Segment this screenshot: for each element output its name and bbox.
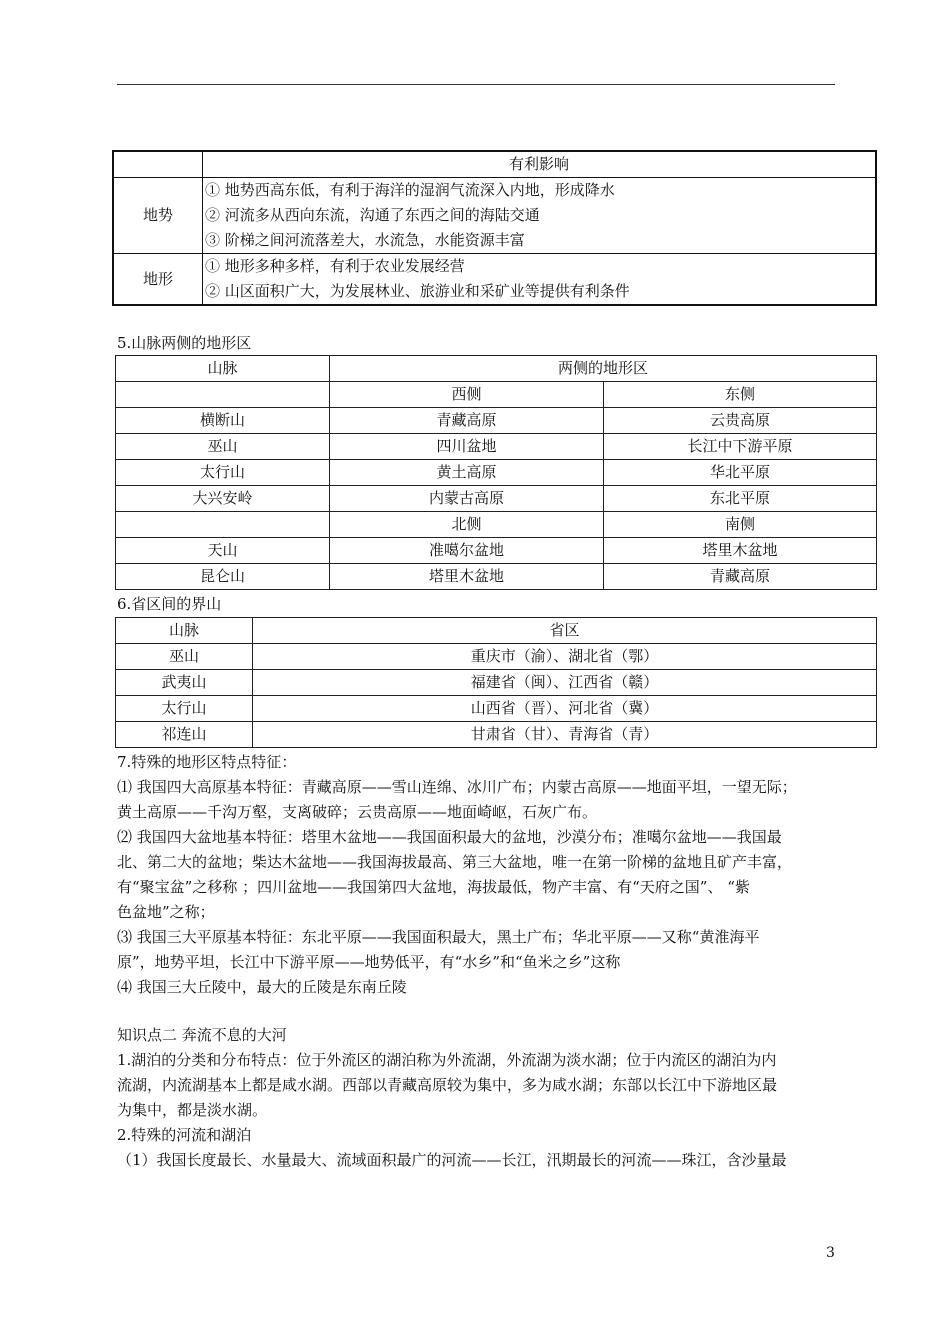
- row-label-landform: 地形: [113, 254, 203, 306]
- paragraph-line: 北、第二大的盆地；柴达木盆地——我国海拔最高、第三大盆地，唯一在第一阶梯的盆地且矿产丰富，: [117, 853, 793, 871]
- table-row: [116, 564, 877, 590]
- paragraph-line: （1）我国长度最长、水量最大、流域面积最广的河流——长江，汛期最长的河流——珠江，含沙量最: [117, 1151, 787, 1169]
- mountain-cell: 太行山: [116, 696, 253, 722]
- header-rule: [117, 84, 835, 85]
- table-row: [116, 722, 877, 748]
- boundary-mountains-table: [115, 617, 877, 748]
- paragraph-line: 有“聚宝盆”之移称 ；四川盆地——我国第四大盆地，海拔最低，物产丰富、有“天府之国”、 “紫: [117, 878, 750, 896]
- mountain-cell: 祁连山: [116, 722, 253, 748]
- mountain-cell: 昆仑山: [116, 564, 330, 590]
- paragraph-line: ⑷ 我国三大丘陵中，最大的丘陵是东南丘陵: [117, 978, 407, 996]
- table-row: [116, 460, 877, 486]
- subheader-north: 北侧: [330, 512, 604, 538]
- mountain-cell: 大兴安岭: [116, 486, 330, 512]
- table-row: [116, 538, 877, 564]
- terrain-trend-impacts: [203, 178, 877, 254]
- table-cell-empty: [116, 382, 330, 408]
- region-cell: 内蒙古高原: [330, 486, 604, 512]
- list-item: ③ 阶梯之间河流落差大，水流急，水能资源丰富: [205, 231, 525, 249]
- knowledge-2-title: 知识点二 奔流不息的大河: [117, 1026, 287, 1044]
- paragraph-line: 色盆地”之称；: [117, 903, 215, 921]
- mountain-cell: 巫山: [116, 434, 330, 460]
- paragraph-line: 为集中，都是淡水湖。: [117, 1101, 268, 1119]
- table-header-impact: 有利影响: [203, 151, 877, 178]
- paragraph-line: 黄土高原——千沟万壑，支离破碎；云贵高原——地面崎岖，石灰广布。: [117, 803, 598, 821]
- region-cell: 长江中下游平原: [604, 434, 877, 460]
- table-row: [116, 434, 877, 460]
- region-cell: 塔里木盆地: [604, 538, 877, 564]
- subheader-east: 东侧: [604, 382, 877, 408]
- paragraph-line: ⑵ 我国四大盆地基本特征：塔里木盆地——我国面积最大的盆地，沙漠分布；准噶尔盆地——我国最: [117, 828, 782, 846]
- table-row: [116, 486, 877, 512]
- region-cell: 塔里木盆地: [330, 564, 604, 590]
- row-label-terrain-trend: 地势: [113, 178, 203, 254]
- table-row: [116, 644, 877, 670]
- table-cell-empty: [116, 512, 330, 538]
- mountain-cell: 巫山: [116, 644, 253, 670]
- favorable-impact-table: [112, 150, 877, 306]
- table-cell-empty: [113, 151, 203, 178]
- mountain-sides-table: [115, 355, 877, 590]
- paragraph-line: ⑶ 我国三大平原基本特征：东北平原——我国面积最大，黑土广布；华北平原——又称“黄淮海平: [117, 928, 760, 946]
- region-cell: 青藏高原: [604, 564, 877, 590]
- subheader-west: 西侧: [330, 382, 604, 408]
- header-mountain: 山脉: [116, 618, 253, 644]
- section-5-title: 5.山脉两侧的地形区: [117, 334, 252, 352]
- province-cell: 甘肃省（甘）、青海省（青）: [253, 722, 877, 748]
- header-province: 省区: [253, 618, 877, 644]
- region-cell: 准噶尔盆地: [330, 538, 604, 564]
- paragraph-line: 原”，地势平坦，长江中下游平原——地势低平，有“水乡”和“鱼米之乡”这称: [117, 953, 621, 971]
- region-cell: 黄土高原: [330, 460, 604, 486]
- province-cell: 福建省（闽）、江西省（赣）: [253, 670, 877, 696]
- mountain-cell: 太行山: [116, 460, 330, 486]
- subheader-south: 南侧: [604, 512, 877, 538]
- list-item: ① 地形多种多样，有利于农业发展经营: [205, 257, 465, 275]
- list-item: ② 河流多从西向东流，沟通了东西之间的海陆交通: [205, 206, 540, 224]
- table-row: [116, 670, 877, 696]
- mountain-cell: 武夷山: [116, 670, 253, 696]
- header-regions: 两侧的地形区: [330, 356, 877, 382]
- region-cell: 青藏高原: [330, 408, 604, 434]
- mountain-cell: 横断山: [116, 408, 330, 434]
- region-cell: 华北平原: [604, 460, 877, 486]
- knowledge-point-2: [117, 1023, 837, 1173]
- section-6-title: 6.省区间的界山: [117, 595, 222, 613]
- region-cell: 四川盆地: [330, 434, 604, 460]
- paragraph-line: 流湖，内流湖基本上都是咸水湖。西部以青藏高原较为集中，多为咸水湖；东部以长江中下游地区最: [117, 1076, 778, 1094]
- item-2-title: 2.特殊的河流和湖泊: [117, 1126, 252, 1144]
- region-cell: 云贵高原: [604, 408, 877, 434]
- section-7: [117, 750, 837, 1000]
- table-row: [116, 696, 877, 722]
- table-row: [116, 408, 877, 434]
- region-cell: 东北平原: [604, 486, 877, 512]
- landform-impacts: [203, 254, 877, 306]
- paragraph-line: 1.湖泊的分类和分布特点：位于外流区的湖泊称为外流湖，外流湖为淡水湖；位于内流区的湖泊为内: [117, 1051, 777, 1069]
- province-cell: 山西省（晋）、河北省（冀）: [253, 696, 877, 722]
- list-item: ② 山区面积广大，为发展林业、旅游业和采矿业等提供有利条件: [205, 282, 630, 300]
- list-item: ① 地势西高东低，有利于海洋的湿润气流深入内地，形成降水: [205, 181, 615, 199]
- mountain-cell: 天山: [116, 538, 330, 564]
- header-mountain: 山脉: [116, 356, 330, 382]
- paragraph-line: ⑴ 我国四大高原基本特征：青藏高原——雪山连绵、冰川广布；内蒙古高原——地面平坦，一望无际；: [117, 778, 797, 796]
- province-cell: 重庆市（渝）、湖北省（鄂）: [253, 644, 877, 670]
- section-7-title: 7.特殊的地形区特点特征：: [117, 753, 297, 771]
- page-number: 3: [826, 1245, 835, 1261]
